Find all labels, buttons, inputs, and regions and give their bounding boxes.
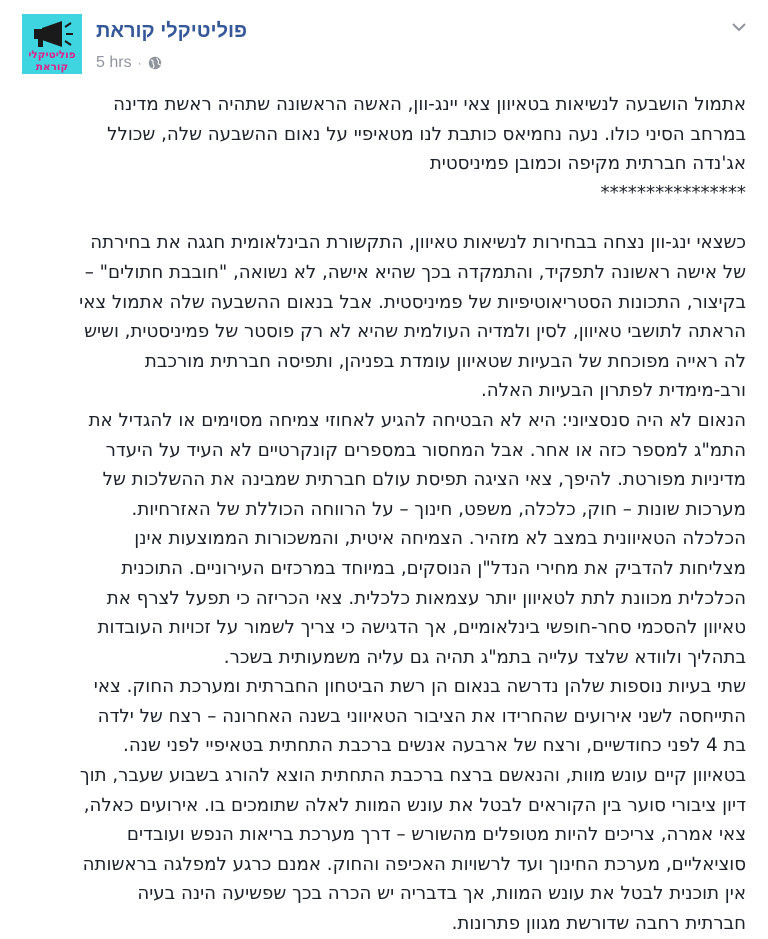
chevron-down-icon[interactable] (730, 18, 748, 36)
megaphone-icon (22, 14, 82, 74)
timestamp-link[interactable]: 5 hrs (96, 54, 132, 71)
post-intro: אתמול הושבעה לנשיאות בטאיוון צאי יינג-וון, האשה הראשונה שתהיה ראשת מדינה במרחב הסיני כולו. נעה נחמיאס כותבת לנו מטאיפיי על נאום ההשבעה שלה, שכולל אג'נדה חברתית מקיפה וכמובן פמיניסטית **************** (107, 94, 746, 204)
post-meta (96, 54, 162, 72)
avatar[interactable] (22, 14, 82, 74)
post-article: כשצאי ינג-וון נצחה בבחירות לנשיאות טאיוון, התקשורת הבינלאומית חגגה את בחירתה של אישה ראשונה לתפקיד, והתמקדה בכך שהיא אישה, לא נשואה, "חובבת חתולים" – בקיצור, התכונות הסטריאוטיפיות של פמיניסטית. אבל בנאום ההשבעה שלה אתמול צאי הראתה לתושבי טאיוון, לסין ולמדיה העולמית שהיא לא רק פוסטר של פמיניסטית, ושיש לה ראייה מפוכחת של הבעיות שטאיוון עומדת בפניהן, ותפיסה חברתית מורכבת ורב-מימדית לפתרון הבעיות האלה. הנאום לא היה סנסציוני: היא לא הבטיחה להגיע לאחוזי צמיחה מסוימים או להגדיל את התמ"ג למספר כזה או אחר. אבל המחסור במספרים קונקרטיים לא העיד על היעדר מדיניות מפורטת. להיפך, צאי הציגה תפיסת עולם חברתית שמבינה את ההשלכות של מערכות שונות – חוק, כלכלה, משפט, חינוך – על הרווחה הכוללת של האזרחיות. הכלכלה הטאיוונית במצב לא מזהיר. הצמיחה איטית, והמשכורות הממוצעות אינן מצליחות להדביק את מחירי הנדל"ן הנוסקים, במיוחד במרכזים העירוניים. התוכנית הכלכלית מכוונת לתת לטאיוון יותר עצמאות כלכלית. צאי הכריזה כי תפעל לצרף את טאיוון להסכמי סחר-חופשי בינלאומיים, אך הדגישה כי צריך לשמור על זכויות העובדות בתהליך ולוודא שלצד עלייה בתמ"ג תהיה גם עליה משמעותית בשכר. שתי בעיות נוספות שלהן נדרשה בנאום הן רשת הביטחון החברתית ומערכת החוק. צאי התייחסה לשני אירועים שהחרידו את הציבור הטאיווני בשנה האחרונה – רצח של ילדה בת 4 לפני כחודשיים, ורצח של ארבעה אנשים ברכבת התחתית בטאיפיי לפני שנה. בטאיוון קיים עונש מוות, והנאשם ברצח ברכבת התחתית הוצא להורג בשבוע שעבר, תוך דיון ציבורי סוער בין הקוראים לבטל את עונש המוות לאלה שתומכים בו. אירועים כאלה, צאי אמרה, צריכים להיות מטופלים מהשורש – דרך מערכת בריאות הנפש ועובדים סוציאליים, מערכת החינוך ועד לרשויות האכיפה והחוק. אמנם כרגע למפלגה בראשותה אין תוכנית לבטל את עונש המוות, אך בדבריה יש הכרה בכך שפשיעה הינה בעיה חברתית רחבה שדורשת מגוון פתרונות. (79, 232, 746, 935)
avatar-text-bottom: קוראת (35, 61, 69, 73)
paragraph-gap (22, 208, 746, 228)
meta-separator: · (137, 56, 142, 70)
post-body (22, 90, 746, 939)
globe-icon[interactable] (148, 56, 162, 70)
avatar-text-top: פוליטיקלי (28, 49, 76, 61)
page-name-link[interactable]: פוליטיקלי קוראת (96, 20, 248, 42)
post-header (22, 14, 748, 80)
